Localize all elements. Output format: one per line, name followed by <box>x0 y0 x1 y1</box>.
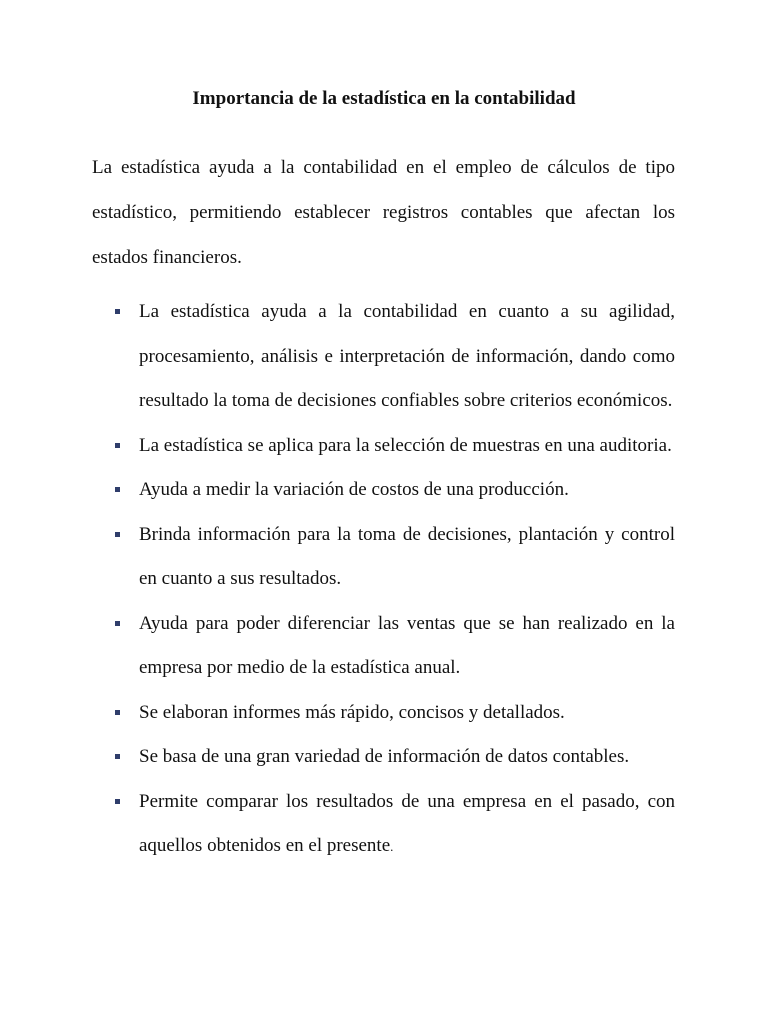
list-item <box>0 290 675 424</box>
final-period: . <box>390 839 394 854</box>
list-item <box>0 424 675 469</box>
list-item <box>0 468 675 513</box>
bullet-list <box>0 290 768 870</box>
list-item-text: La estadística se aplica para la selección de muestras en una auditoria. <box>139 434 672 456</box>
list-item-text: Se elaboran informes más rápido, concisos y detallados. <box>139 701 565 723</box>
square-bullet-icon <box>115 621 120 626</box>
square-bullet-icon <box>115 532 120 537</box>
list-item-text: Brinda información para la toma de decisiones, plantación y control en cuanto a sus resultados. <box>139 523 675 589</box>
square-bullet-icon <box>115 443 120 448</box>
square-bullet-icon <box>115 487 120 492</box>
list-item-text: La estadística ayuda a la contabilidad en cuanto a su agilidad, procesamiento, análisis e interpretación de información, dando como resultado la toma de decisiones confiables sobre criterios económicos. <box>139 301 675 411</box>
list-item <box>0 735 675 780</box>
list-item <box>0 513 675 602</box>
list-item <box>0 602 675 691</box>
list-item-text: Se basa de una gran variedad de información de datos contables. <box>139 746 630 767</box>
list-item-text: Ayuda a medir la variación de costos de una producción. <box>139 479 569 500</box>
page-title: Importancia de la estadística en la contabilidad <box>192 88 576 109</box>
square-bullet-icon <box>115 754 120 759</box>
square-bullet-icon <box>115 309 120 314</box>
square-bullet-icon <box>115 799 120 804</box>
list-item <box>0 780 675 870</box>
square-bullet-icon <box>115 710 120 715</box>
list-item-text: Ayuda para poder diferenciar las ventas que se han realizado en la empresa por medio de la estadística anual. <box>139 612 675 678</box>
intro-paragraph: La estadística ayuda a la contabilidad en el empleo de cálculos de tipo estadístico, permitiendo establecer registros contables que afectan los estados financieros. <box>92 157 675 268</box>
list-item <box>0 691 675 736</box>
list-item-text: Permite comparar los resultados de una empresa en el pasado, con aquellos obtenidos en el presente <box>139 790 675 856</box>
